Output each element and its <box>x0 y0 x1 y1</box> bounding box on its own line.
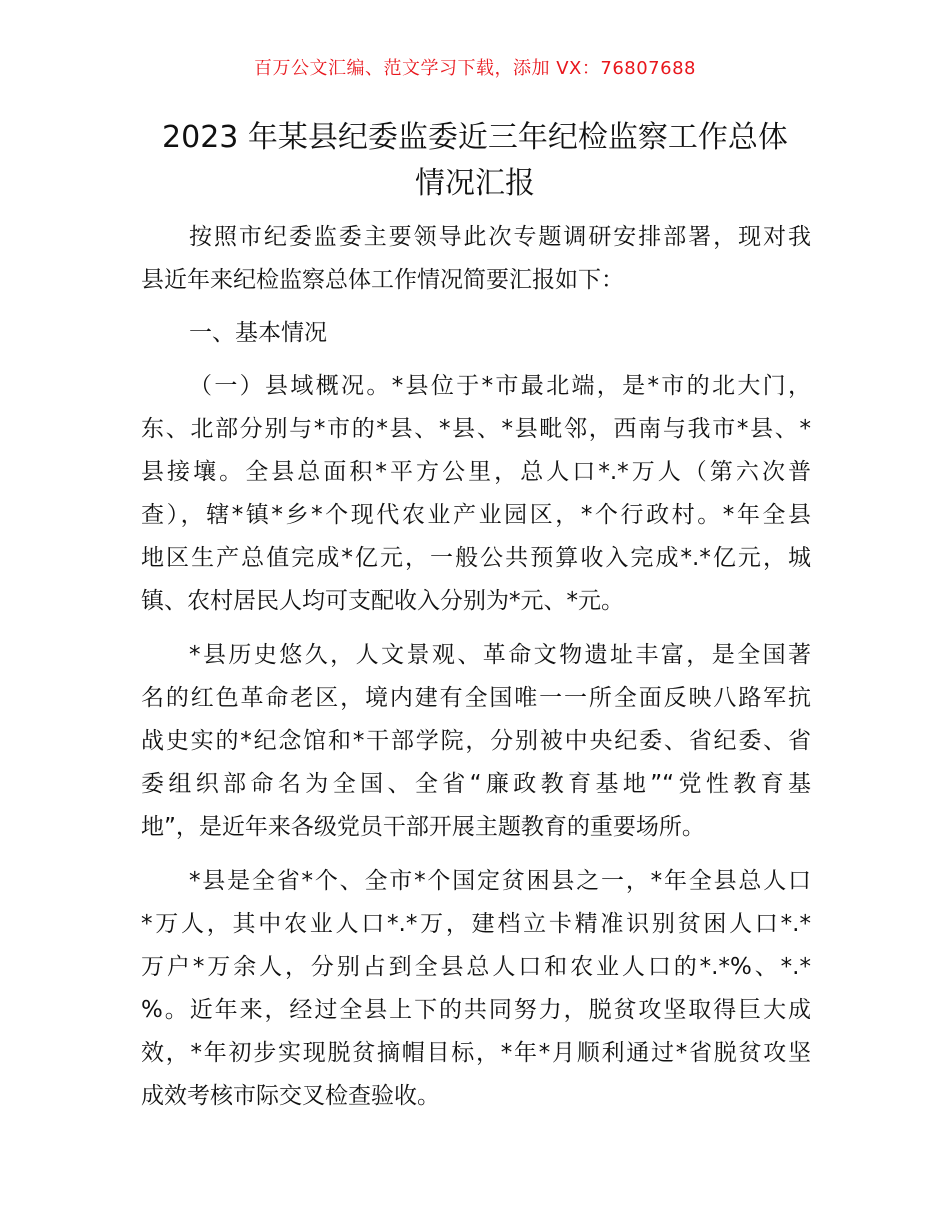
document-title <box>100 115 850 207</box>
title-line-2: 情况汇报 <box>415 166 535 201</box>
paragraph-2-line-5: 地”，是近年来各级党员干部开展主题教育的重要场所。 <box>141 814 705 840</box>
paragraph-3-line-4: %。近年来，经过全县上下的共同努力，脱贫攻坚取得巨大成 <box>141 997 811 1023</box>
paragraph-1-line-1: （一）县域概况。*县位于*市最北端，是*市的北大门， <box>189 373 811 399</box>
promo-banner: 百万公文汇编、范文学习下载，添加 VX：76807688 <box>254 58 696 79</box>
section-heading: 一、基本情况 <box>189 320 327 346</box>
paragraph-1-line-5: 地区生产总值完成*亿元，一般公共预算收入完成*.*亿元，城 <box>141 545 811 571</box>
paragraph-3-line-5: 效，*年初步实现脱贫摘帽目标，*年*月顺利通过*省脱贫攻坚 <box>141 1040 811 1066</box>
paragraph-2-line-3: 战史实的*纪念馆和*干部学院，分别被中央纪委、省纪委、省 <box>141 728 811 754</box>
paragraph-2-line-1: *县历史悠久，人文景观、革命文物遗址丰富，是全国著 <box>189 642 811 668</box>
paragraph-3-line-1: *县是全省*个、全市*个国定贫困县之一，*年全县总人口 <box>189 868 811 894</box>
intro-line-2: 县近年来纪检监察总体工作情况简要汇报如下： <box>141 267 624 293</box>
paragraph-3-line-2: *万人，其中农业人口*.*万，建档立卡精准识别贫困人口*.* <box>141 911 811 937</box>
paragraph-1-line-6: 镇、农村居民人均可支配收入分别为*元、*元。 <box>141 588 624 614</box>
paragraph-1-line-4: 查），辖*镇*乡*个现代农业产业园区，*个行政村。*年全县 <box>141 502 811 528</box>
paragraph-3-line-3: 万户*万余人，分别占到全县总人口和农业人口的*.*%、*.* <box>141 954 811 980</box>
paragraph-3-line-6: 成效考核市际交叉检查验收。 <box>141 1083 440 1109</box>
paragraph-1-line-2: 东、北部分别与*市的*县、*县、*县毗邻，西南与我市*县、* <box>141 416 811 442</box>
paragraph-2-line-2: 名的红色革命老区，境内建有全国唯一一所全面反映八路军抗 <box>141 685 811 711</box>
paragraph-2-line-4: 委组织部命名为全国、全省“廉政教育基地”“党性教育基 <box>141 771 811 797</box>
paragraph-1-line-3: 县接壤。全县总面积*平方公里，总人口*.*万人（第六次普 <box>141 459 811 485</box>
intro-line-1: 按照市纪委监委主要领导此次专题调研安排部署，现对我 <box>189 224 811 250</box>
title-line-1: 2023 年某县纪委监委近三年纪检监察工作总体 <box>162 120 788 155</box>
